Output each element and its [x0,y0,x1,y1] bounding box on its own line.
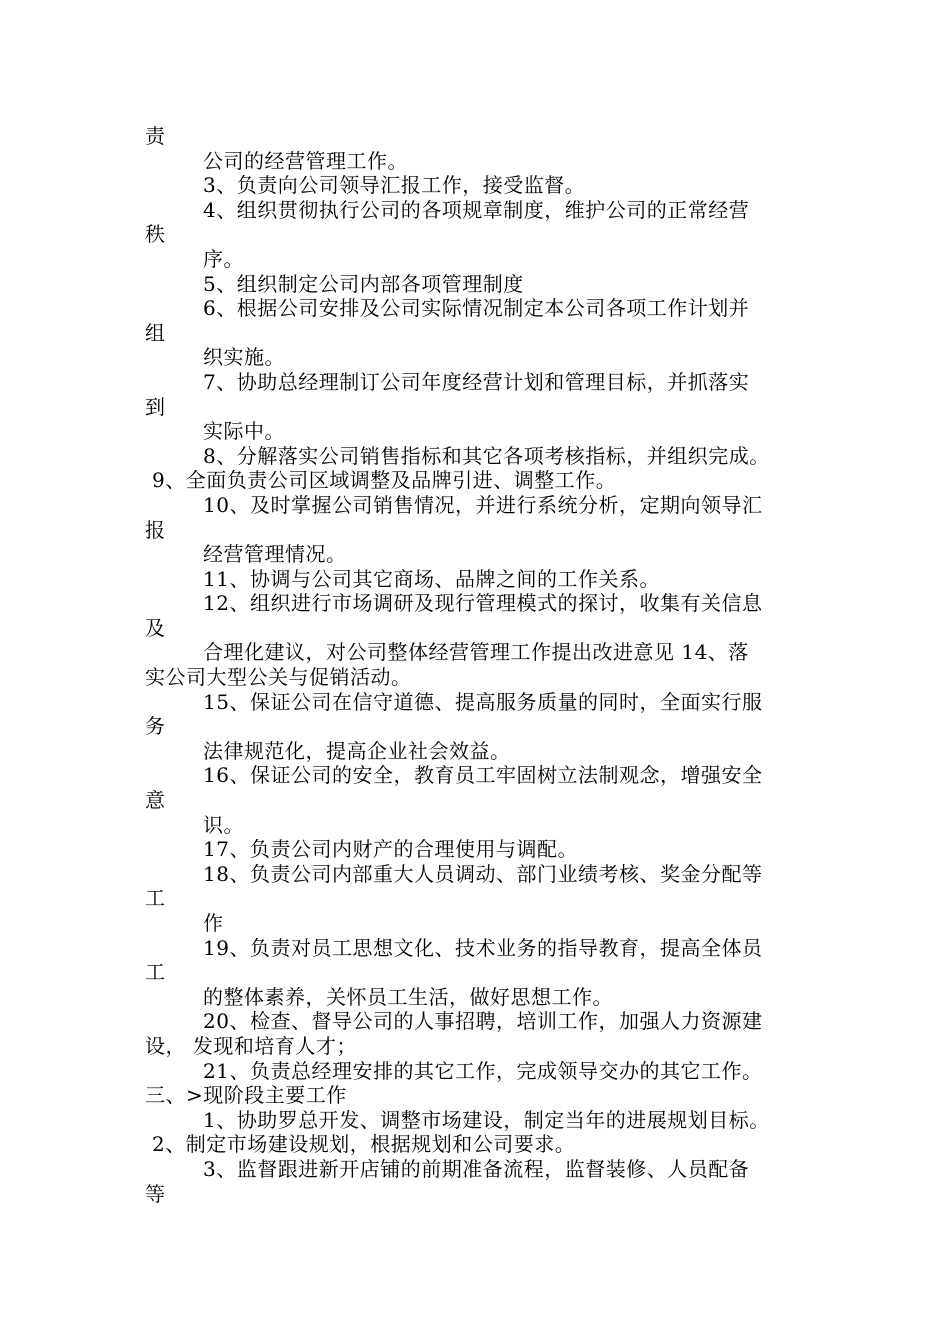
text-line: 及 [145,615,166,640]
text-line: 经营管理情况。 [203,542,347,567]
text-line: 合理化建议，对公司整体经营管理工作提出改进意见 14、落 [203,640,749,665]
text-line: 到 [145,394,166,419]
text-line: 秩 [145,222,166,247]
text-line: 序。 [203,246,244,271]
text-line: 5、组织制定公司内部各项管理制度 [203,271,524,296]
text-line: 组 [145,320,166,345]
text-line: 15、保证公司在信守道德、提高服务质量的同时，全面实行服 [203,689,763,714]
text-line: 设， 发现和培育人才； [145,1033,357,1058]
text-line: 12、组织进行市场调研及现行管理模式的探讨，收集有关信息 [203,591,763,616]
text-line: 1、协助罗总开发、调整市场建设，制定当年的进展规划目标。 [203,1107,770,1132]
text-line: 意 [145,788,166,813]
text-line: 3、负责向公司领导汇报工作，接受监督。 [203,173,586,198]
text-line: 9、全面负责公司区域调整及品牌引进、调整工作。 [152,468,617,493]
text-line: 工 [145,960,166,985]
text-line: 务 [145,714,166,739]
text-line: 报 [145,517,166,542]
text-line: 11、协调与公司其它商场、品牌之间的工作关系。 [203,566,660,591]
text-line: 8、分解落实公司销售指标和其它各项考核指标，并组织完成。 [203,443,770,468]
text-line: 等 [145,1181,166,1206]
text-line: 21、负责总经理安排的其它工作，完成领导交办的其它工作。 [203,1058,763,1083]
text-line: 作 [203,911,224,935]
text-line: 法律规范化，提高企业社会效益。 [203,738,511,763]
text-line: 2、制定市场建设规划，根据规划和公司要求。 [152,1132,576,1157]
text-line: 织实施。 [203,345,285,370]
text-line: 4、组织贯彻执行公司的各项规章制度，维护公司的正常经营 [203,197,750,222]
text-line: 公司的经营管理工作。 [203,148,408,173]
text-line: 6、根据公司安排及公司实际情况制定本公司各项工作计划并 [203,296,750,321]
text-line: 19、负责对员工思想文化、技术业务的指导教育，提高全体员 [203,935,763,960]
text-line: 识。 [203,812,244,837]
text-line: 的整体素养，关怀员工生活，做好思想工作。 [203,984,613,1009]
text-line: 实公司大型公关与促销活动。 [145,665,412,690]
text-line: 3、监督跟进新开店铺的前期准备流程，监督装修、人员配备 [203,1156,750,1181]
document-body [145,124,845,1206]
text-line: 实际中。 [203,419,285,444]
text-line: 17、负责公司内财产的合理使用与调配。 [203,837,578,862]
text-line: 工 [145,886,166,911]
text-line: 7、协助总经理制订公司年度经营计划和管理目标，并抓落实 [203,369,750,394]
text-line: 20、检查、督导公司的人事招聘，培训工作，加强人力资源建 [203,1009,763,1034]
text-line: 18、负责公司内部重大人员调动、部门业绩考核、奖金分配等 [203,861,763,886]
section-heading: 三、>现阶段主要工作 [145,1083,347,1108]
text-line: 责 [145,124,166,148]
text-line: 16、保证公司的安全，教育员工牢固树立法制观念，增强安全 [203,763,763,788]
text-line: 10、及时掌握公司销售情况，并进行系统分析，定期向领导汇 [203,492,763,517]
